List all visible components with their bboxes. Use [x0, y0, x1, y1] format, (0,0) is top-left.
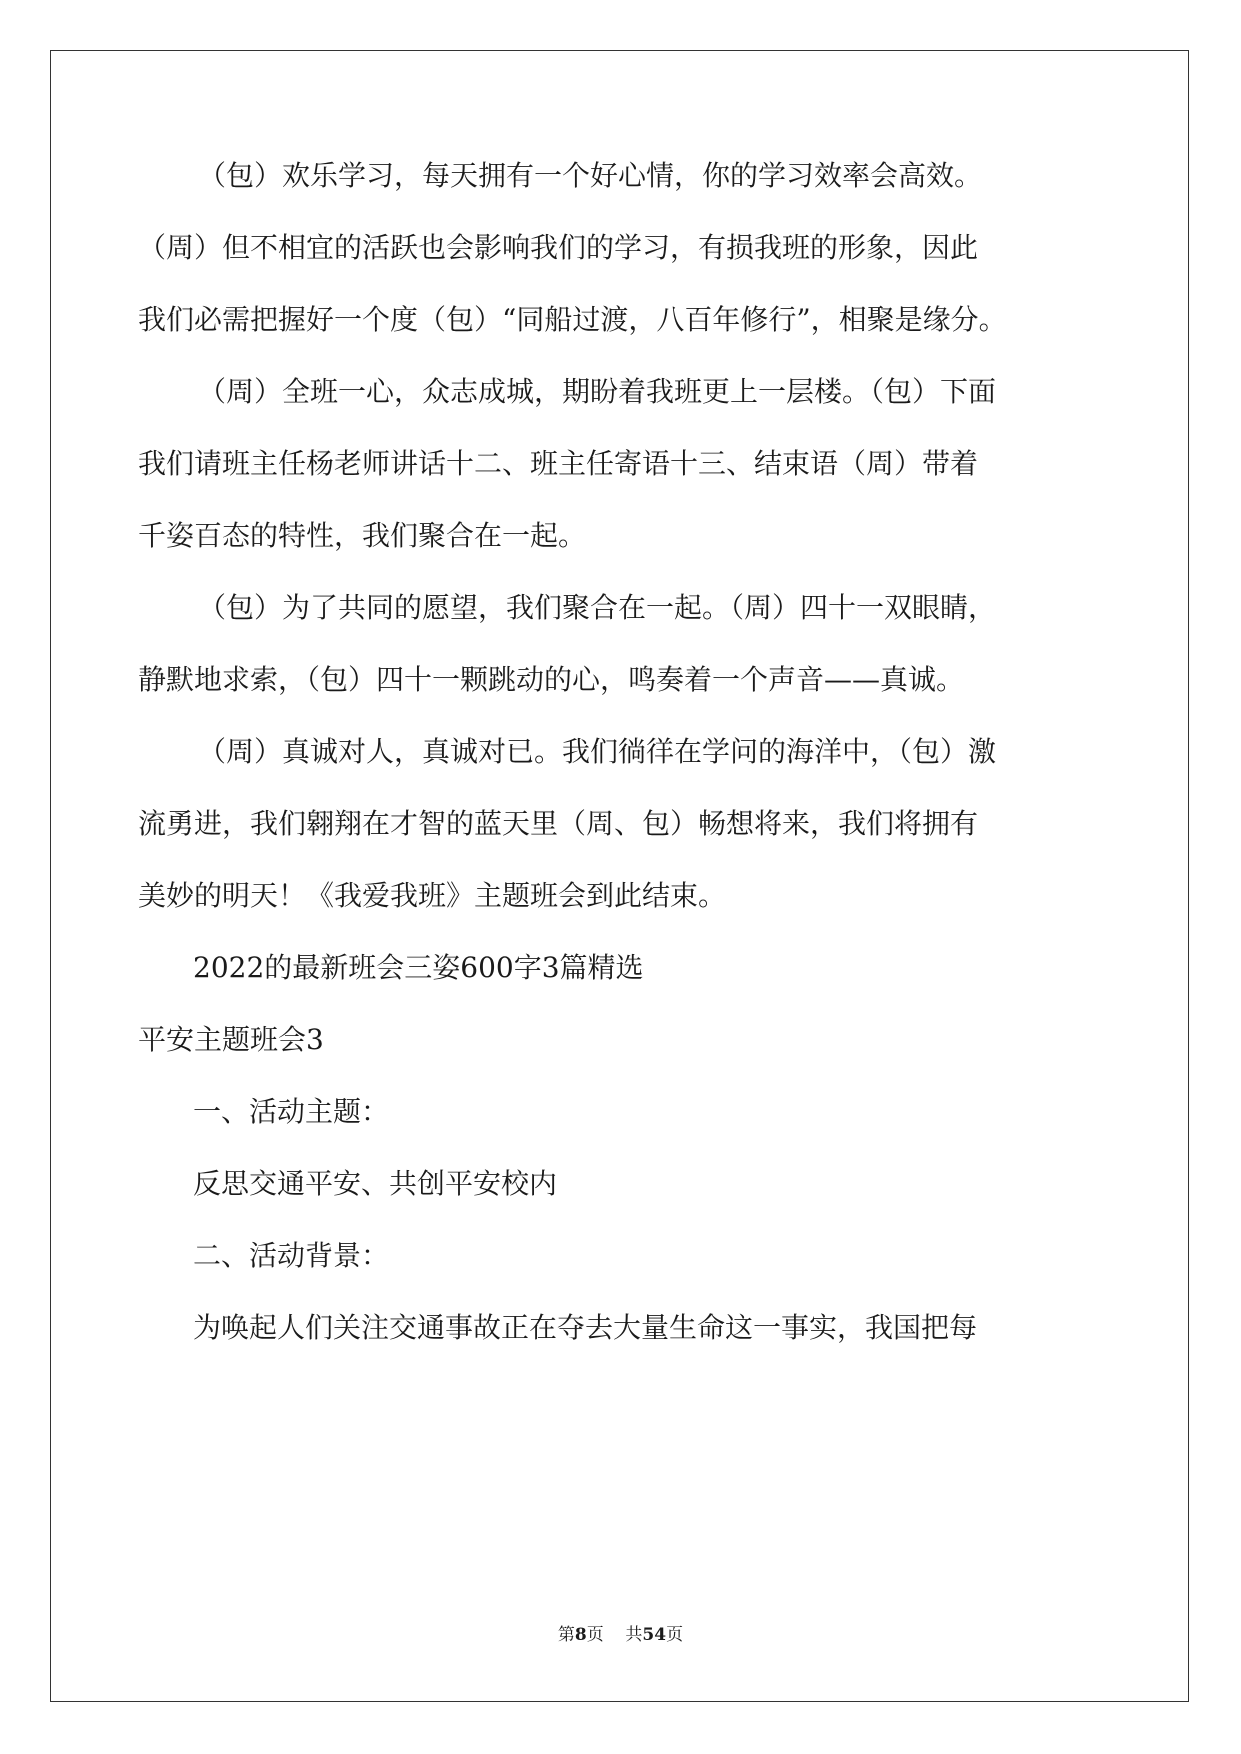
- paragraph-line: 美妙的明天！《我爱我班》主题班会到此结束。: [138, 879, 727, 912]
- paragraph-line: 我们必需把握好一个度（包）“同船过渡，八百年修行”，相聚是缘分。: [138, 303, 1007, 336]
- paragraph-line: （包）为了共同的愿望，我们聚合在一起。（周）四十一双眼睛，: [198, 591, 997, 624]
- subheading: 一、活动主题：: [193, 1095, 390, 1128]
- paragraph-line: 我们请班主任杨老师讲话十二、班主任寄语十三、结束语（周）带着: [138, 447, 979, 480]
- paragraph-line: 静默地求索，（包）四十一颗跳动的心，鸣奏着一个声音——真诚。: [138, 663, 965, 696]
- footer-page-number: 8: [574, 1625, 587, 1645]
- paragraph-line: 千姿百态的特性，我们聚合在一起。: [138, 519, 587, 552]
- section-title: 平安主题班会3: [138, 1023, 324, 1056]
- subheading: 二、活动背景：: [193, 1239, 390, 1272]
- footer-total-suffix: 页: [666, 1625, 684, 1645]
- paragraph-line: 为唤起人们关注交通事故正在夺去大量生命这一事实，我国把每: [193, 1311, 978, 1344]
- paragraph-line: 流勇进，我们翱翔在才智的蓝天里（周、包）畅想将来，我们将拥有: [138, 807, 979, 840]
- section-heading: 2022的最新班会三姿600字3篇精选: [193, 951, 644, 984]
- paragraph-line: （包）欢乐学习，每天拥有一个好心情，你的学习效率会高效。: [198, 159, 983, 192]
- paragraph-line: （周）全班一心，众志成城，期盼着我班更上一层楼。（包）下面: [198, 375, 997, 408]
- page-border: [50, 50, 1189, 1702]
- paragraph-line: 反思交通平安、共创平安校内: [193, 1167, 558, 1200]
- footer-page-suffix: 页: [586, 1625, 604, 1645]
- page-footer: [0, 1625, 1241, 1645]
- footer-total-pages: 54: [642, 1625, 667, 1645]
- paragraph-line: （周）但不相宜的活跃也会影响我们的学习，有损我班的形象，因此: [138, 231, 979, 264]
- paragraph-line: （周）真诚对人，真诚对已。我们徜徉在学问的海洋中，（包）激: [198, 735, 997, 768]
- footer-total-prefix: 共: [625, 1625, 643, 1645]
- footer-page-prefix: 第: [557, 1625, 575, 1645]
